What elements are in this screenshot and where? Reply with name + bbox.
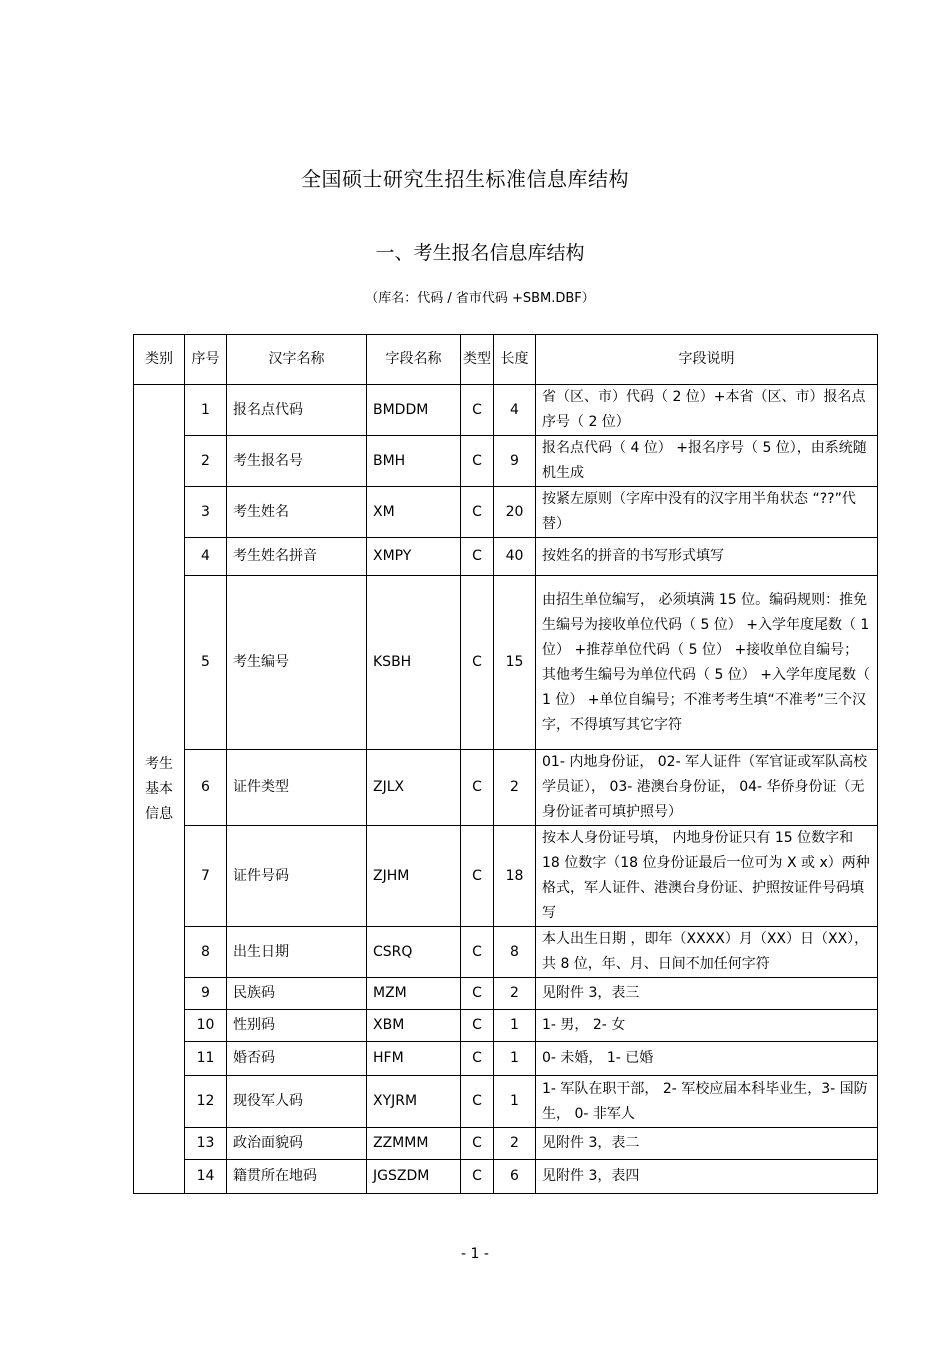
table-row xyxy=(134,1160,878,1194)
seq-cell: 6 xyxy=(185,750,227,826)
field-name-cell: ZJLX xyxy=(367,750,461,826)
cn-name-cell: 出生日期 xyxy=(227,927,367,978)
seq-cell: 7 xyxy=(185,826,227,927)
description-cell: 由招生单位编写， 必须填满 15 位。编码规则：推免生编号为接收单位代码（ 5 位） +入学年度尾数（ 1 位） +推荐单位代码（ 5 位） +接收单位自编号；其他考生编号为单位代码（ 5 位） +入学年度尾数（ 1 位） +单位自编号；不准考考生填“不准考”三个汉字，不得填写其它字符 xyxy=(536,576,878,750)
seq-cell: 1 xyxy=(185,385,227,436)
table-row xyxy=(134,978,878,1010)
field-name-cell: XBM xyxy=(367,1010,461,1042)
table-row xyxy=(134,436,878,487)
type-cell: C xyxy=(461,750,494,826)
description-cell: 按姓名的拼音的书写形式填写 xyxy=(536,538,878,576)
table-row xyxy=(134,1076,878,1128)
table-row xyxy=(134,487,878,538)
length-cell: 8 xyxy=(494,927,536,978)
field-name-cell: ZJHM xyxy=(367,826,461,927)
length-cell: 2 xyxy=(494,1128,536,1160)
length-cell: 1 xyxy=(494,1010,536,1042)
seq-cell: 4 xyxy=(185,538,227,576)
cn-name-cell: 证件类型 xyxy=(227,750,367,826)
type-cell: C xyxy=(461,1160,494,1194)
table-row xyxy=(134,576,878,750)
cn-name-cell: 考生姓名 xyxy=(227,487,367,538)
type-cell: C xyxy=(461,1128,494,1160)
table-row xyxy=(134,1042,878,1076)
seq-cell: 8 xyxy=(185,927,227,978)
header-description: 字段说明 xyxy=(536,335,878,385)
length-cell: 9 xyxy=(494,436,536,487)
cn-name-cell: 婚否码 xyxy=(227,1042,367,1076)
table-row xyxy=(134,750,878,826)
seq-cell: 5 xyxy=(185,576,227,750)
cn-name-cell: 性别码 xyxy=(227,1010,367,1042)
description-cell: 省（区、市）代码（ 2 位）+本省（区、市）报名点序号（ 2 位） xyxy=(536,385,878,436)
field-name-cell: BMDDM xyxy=(367,385,461,436)
description-cell: 见附件 3，表二 xyxy=(536,1128,878,1160)
cn-name-cell: 政治面貌码 xyxy=(227,1128,367,1160)
length-cell: 2 xyxy=(494,978,536,1010)
section-title: 一、考生报名信息库结构 xyxy=(375,242,585,264)
seq-cell: 10 xyxy=(185,1010,227,1042)
header-length: 长度 xyxy=(494,335,536,385)
description-cell: 1- 男， 2- 女 xyxy=(536,1010,878,1042)
type-cell: C xyxy=(461,1076,494,1128)
seq-cell: 2 xyxy=(185,436,227,487)
seq-cell: 9 xyxy=(185,978,227,1010)
cn-name-cell: 考生报名号 xyxy=(227,436,367,487)
length-cell: 2 xyxy=(494,750,536,826)
length-cell: 18 xyxy=(494,826,536,927)
database-name: （库名：代码 / 省市代码 +SBM.DBF） xyxy=(365,291,595,306)
description-cell: 0- 未婚， 1- 已婚 xyxy=(536,1042,878,1076)
type-cell: C xyxy=(461,927,494,978)
header-field-name: 字段名称 xyxy=(367,335,461,385)
table-row xyxy=(134,385,878,436)
type-cell: C xyxy=(461,978,494,1010)
cn-name-cell: 考生编号 xyxy=(227,576,367,750)
type-cell: C xyxy=(461,538,494,576)
cn-name-cell: 证件号码 xyxy=(227,826,367,927)
header-category: 类别 xyxy=(134,335,185,385)
description-cell: 01- 内地身份证， 02- 军人证件（军官证或军队高校学员证）， 03- 港澳台身份证， 04- 华侨身份证（无身份证者可填护照号） xyxy=(536,750,878,826)
seq-cell: 3 xyxy=(185,487,227,538)
cn-name-cell: 籍贯所在地码 xyxy=(227,1160,367,1194)
type-cell: C xyxy=(461,436,494,487)
table-row xyxy=(134,826,878,927)
field-name-cell: KSBH xyxy=(367,576,461,750)
cn-name-cell: 民族码 xyxy=(227,978,367,1010)
field-name-cell: XMPY xyxy=(367,538,461,576)
description-cell: 见附件 3，表三 xyxy=(536,978,878,1010)
type-cell: C xyxy=(461,1010,494,1042)
cn-name-cell: 现役军人码 xyxy=(227,1076,367,1128)
type-cell: C xyxy=(461,576,494,750)
table-header-row xyxy=(134,335,878,385)
description-cell: 按紧左原则（字库中没有的汉字用半角状态 “??”代替） xyxy=(536,487,878,538)
field-name-cell: HFM xyxy=(367,1042,461,1076)
description-cell: 按本人身份证号填， 内地身份证只有 15 位数字和 18 位数字（18 位身份证最后一位可为 X 或 x）两种格式，军人证件、港澳台身份证、护照按证件号码填写 xyxy=(536,826,878,927)
header-seq: 序号 xyxy=(185,335,227,385)
cn-name-cell: 报名点代码 xyxy=(227,385,367,436)
length-cell: 20 xyxy=(494,487,536,538)
table-row xyxy=(134,1128,878,1160)
header-cn-name: 汉字名称 xyxy=(227,335,367,385)
seq-cell: 13 xyxy=(185,1128,227,1160)
description-cell: 报名点代码（ 4 位） +报名序号（ 5 位），由系统随机生成 xyxy=(536,436,878,487)
type-cell: C xyxy=(461,385,494,436)
type-cell: C xyxy=(461,487,494,538)
page-number: - 1 - xyxy=(461,1246,489,1262)
length-cell: 15 xyxy=(494,576,536,750)
table-row xyxy=(134,538,878,576)
cn-name-cell: 考生姓名拼音 xyxy=(227,538,367,576)
field-name-cell: MZM xyxy=(367,978,461,1010)
table-row xyxy=(134,927,878,978)
description-cell: 本人出生日期 ，即年（XXXX）月（XX）日（XX），共 8 位，年、月、日间不加任何字符 xyxy=(536,927,878,978)
type-cell: C xyxy=(461,826,494,927)
header-type: 类型 xyxy=(461,335,494,385)
description-cell: 1- 军队在职干部， 2- 军校应届本科毕业生，3- 国防生， 0- 非军人 xyxy=(536,1076,878,1128)
table-row xyxy=(134,1010,878,1042)
type-cell: C xyxy=(461,1042,494,1076)
length-cell: 40 xyxy=(494,538,536,576)
field-name-cell: JGSZDM xyxy=(367,1160,461,1194)
seq-cell: 11 xyxy=(185,1042,227,1076)
field-name-cell: XYJRM xyxy=(367,1076,461,1128)
description-cell: 见附件 3，表四 xyxy=(536,1160,878,1194)
category-cell: 考生基本信息 xyxy=(134,385,185,1194)
field-name-cell: XM xyxy=(367,487,461,538)
length-cell: 6 xyxy=(494,1160,536,1194)
document-title: 全国硕士研究生招生标准信息库结构 xyxy=(301,167,629,191)
length-cell: 4 xyxy=(494,385,536,436)
field-name-cell: BMH xyxy=(367,436,461,487)
length-cell: 1 xyxy=(494,1076,536,1128)
field-name-cell: ZZMMM xyxy=(367,1128,461,1160)
seq-cell: 14 xyxy=(185,1160,227,1194)
length-cell: 1 xyxy=(494,1042,536,1076)
field-name-cell: CSRQ xyxy=(367,927,461,978)
field-structure-table xyxy=(133,334,878,1194)
seq-cell: 12 xyxy=(185,1076,227,1128)
